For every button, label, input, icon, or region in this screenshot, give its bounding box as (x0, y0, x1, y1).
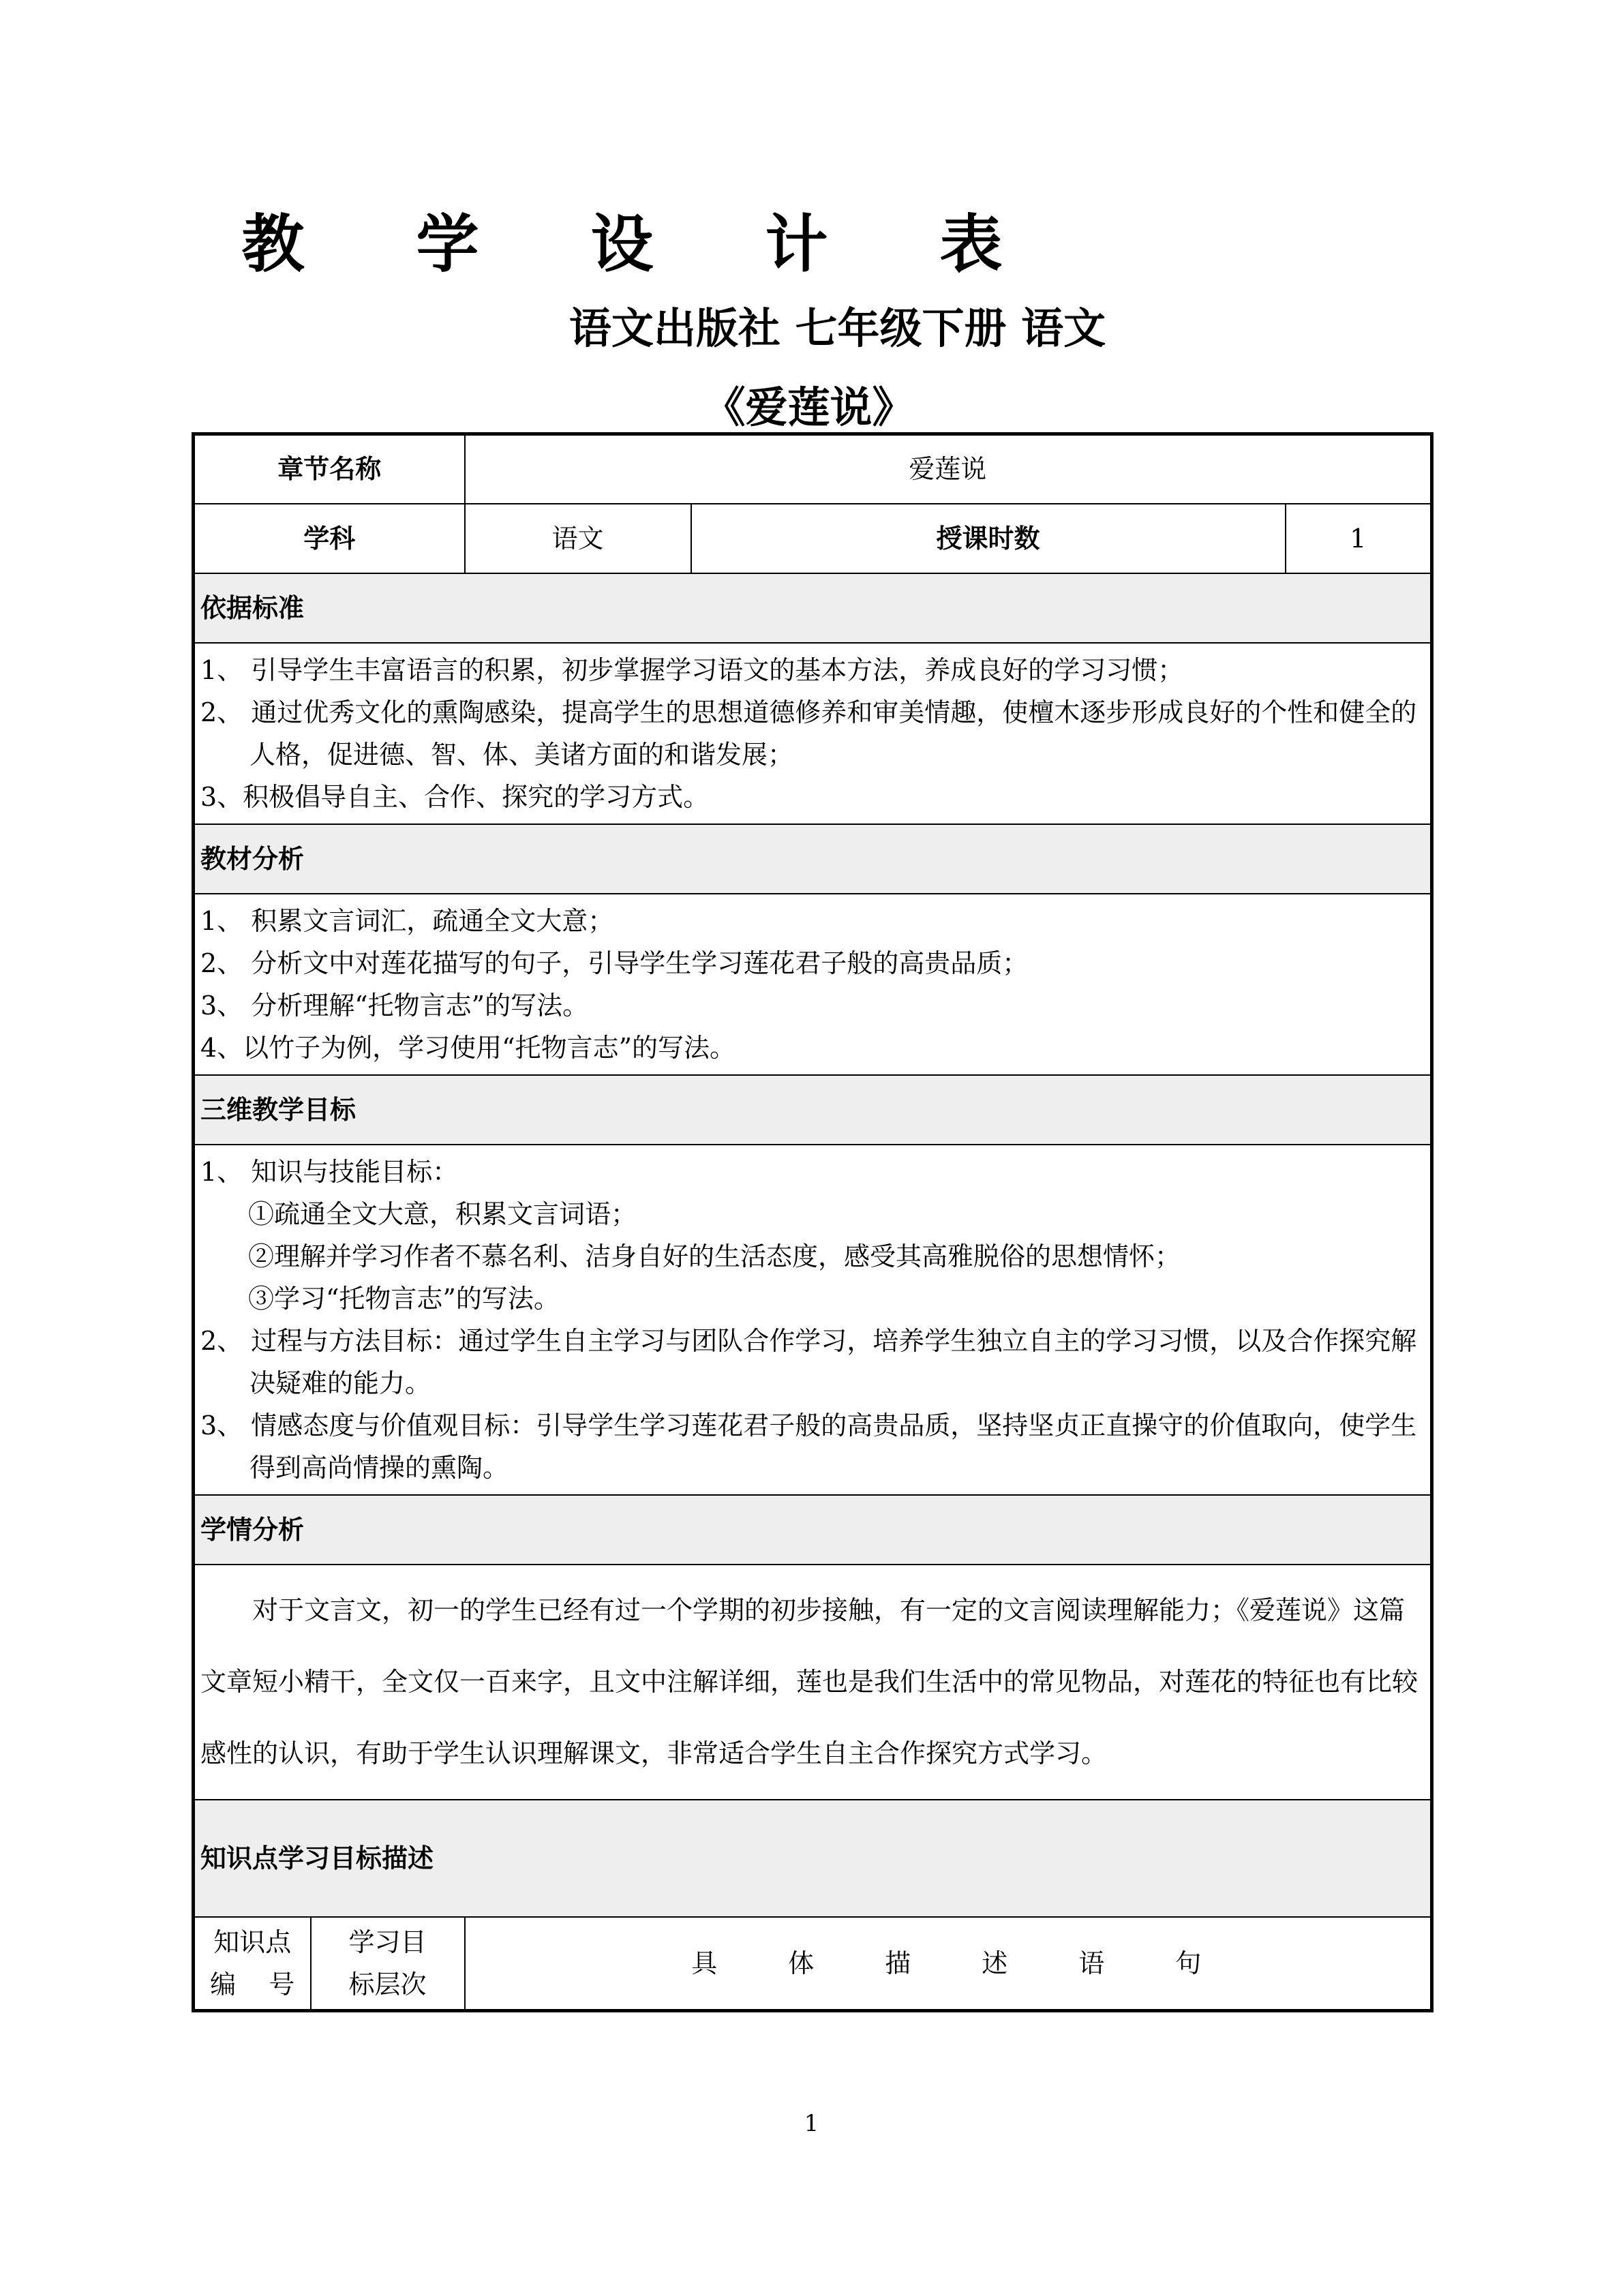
students-heading-row (194, 1495, 1432, 1565)
material-item: 3、 分析理解“托物言志”的写法。 (200, 990, 589, 1021)
header-char: 描 (885, 1948, 914, 1978)
chapter-label: 章节名称 (194, 434, 465, 504)
material-item: 1、 积累文言词汇，疏通全文大意； (200, 905, 614, 936)
lesson-title: 《爱莲说》 (703, 382, 915, 432)
students-paragraph: 对于文言文，初一的学生已经有过一个学期的初步接触，有一定的文言阅读理解能力；《爱莲说》这篇文章短小精干，全文仅一百来字，且文中注解详细，莲也是我们生活中的常见物品，对莲花的特征也有比较感性的认识，有助于学生认识理解课文，非常适合学生自主合作探究方式学习。 (200, 1595, 1419, 1768)
goal-item: 1、 知识与技能目标： (200, 1156, 459, 1187)
goal-subitem: ②理解并学习作者不慕名利、洁身自好的生活态度，感受其高雅脱俗的思想情怀； (248, 1241, 1181, 1271)
header-char: 体 (788, 1948, 817, 1978)
subject-row (194, 504, 1432, 573)
knowledge-header-row (194, 1917, 1432, 2011)
header-line: 知识点 (213, 1927, 292, 1957)
material-heading: 教材分析 (194, 824, 1432, 894)
goals-content (194, 1145, 1432, 1495)
material-heading-row (194, 824, 1432, 894)
standards-item: 3、积极倡导自主、合作、探究的学习方式。 (200, 781, 710, 812)
standards-content (194, 643, 1432, 824)
header-line: 学习目 (348, 1927, 427, 1957)
subject-value: 语文 (465, 504, 691, 573)
knowledge-heading: 知识点学习目标描述 (194, 1800, 1432, 1917)
standards-item: 1、 引导学生丰富语言的积累，初步掌握学习语文的基本方法，养成良好的学习习惯； (200, 654, 1184, 685)
standards-item: 2、 通过优秀文化的熏陶感染，提高学生的思想道德修养和审美情趣，使檀木逐步形成良好的个性和健全的人格，促进德、智、体、美诸方面的和谐发展； (200, 697, 1417, 770)
knowledge-heading-row (194, 1800, 1432, 1917)
header-char: 具 (691, 1948, 721, 1978)
goals-heading: 三维教学目标 (194, 1075, 1432, 1145)
goals-content-row (194, 1145, 1432, 1495)
goal-subitem: ①疏通全文大意，积累文言词语； (248, 1198, 637, 1229)
standards-content-row (194, 643, 1432, 824)
hours-label: 授课时数 (691, 504, 1286, 573)
lesson-plan-table (192, 432, 1434, 2012)
goal-item: 3、 情感态度与价值观目标：引导学生学习莲花君子般的高贵品质，坚持坚贞正直操守的价值取向，使学生得到高尚情操的熏陶。 (200, 1410, 1417, 1483)
goal-subitem: ③学习“托物言志”的写法。 (248, 1283, 560, 1314)
knowledge-level-header (311, 1917, 465, 2011)
material-content-row (194, 894, 1432, 1075)
document-subtitle: 语文出版社 七年级下册 语文 (568, 303, 1106, 353)
document-title: 教 学 设 计 表 (241, 208, 1048, 281)
header-char: 语 (1078, 1948, 1108, 1978)
knowledge-description-header (465, 1917, 1432, 2011)
subject-label: 学科 (194, 504, 465, 573)
material-item: 4、以竹子为例，学习使用“托物言志”的写法。 (200, 1032, 736, 1063)
header-line: 编 号 (210, 1969, 295, 1999)
header-line: 标层次 (348, 1969, 427, 1999)
students-content-row (194, 1565, 1432, 1800)
standards-heading-row (194, 573, 1432, 643)
students-content (194, 1565, 1432, 1800)
hours-value: 1 (1286, 504, 1432, 573)
knowledge-number-header (194, 1917, 311, 2011)
students-heading: 学情分析 (194, 1495, 1432, 1565)
chapter-value: 爱莲说 (465, 434, 1432, 504)
chapter-row (194, 434, 1432, 504)
material-item: 2、 分析文中对莲花描写的句子，引导学生学习莲花君子般的高贵品质； (200, 948, 1029, 978)
goals-heading-row (194, 1075, 1432, 1145)
header-char: 句 (1175, 1948, 1204, 1978)
material-content (194, 894, 1432, 1075)
goal-item: 2、 过程与方法目标：通过学生自主学习与团队合作学习，培养学生独立自主的学习习惯，以及合作探究解决疑难的能力。 (200, 1325, 1417, 1398)
page-number: 1 (804, 2110, 819, 2137)
standards-heading: 依据标准 (194, 573, 1432, 643)
header-char: 述 (982, 1948, 1011, 1978)
